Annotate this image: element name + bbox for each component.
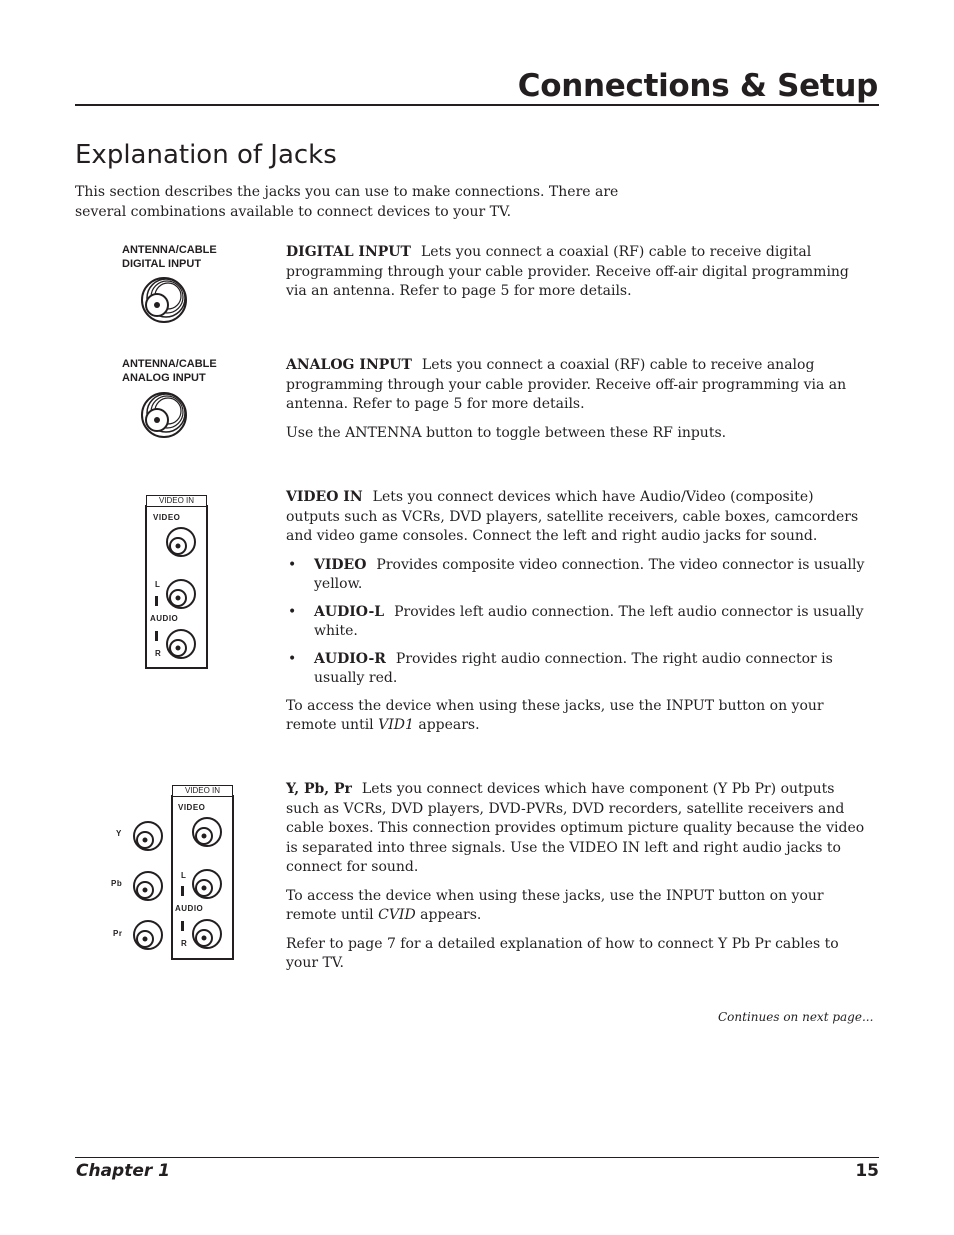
vid1-access-note: To access the device when using these jacks, use the INPUT button on your remote until VID1 appears. xyxy=(286,697,824,733)
video-in-panel xyxy=(145,495,208,669)
panel-l-label: L xyxy=(181,871,187,880)
cvid-access-note: To access the device when using these jacks, use the INPUT button on your remote until CVID appears. xyxy=(286,887,824,923)
component-jacks-icon xyxy=(127,815,167,955)
antenna-note: Use the ANTENNA button to toggle between these RF inputs. xyxy=(286,424,727,441)
coax-jack-icon xyxy=(140,274,192,326)
component-pr-label: Pr xyxy=(113,929,123,938)
footer-rule xyxy=(75,1157,879,1158)
page-number: 15 xyxy=(855,1161,879,1181)
section-intro: This section describes the jacks you can use to make connections. There are several combinations available to connect devices to your TV. xyxy=(75,184,619,220)
component-video-in-panel xyxy=(171,785,234,960)
footer-chapter: Chapter 1 xyxy=(76,1161,171,1181)
panel-r-label: R xyxy=(155,649,162,658)
component-description: Y, Pb, Pr Lets you connect devices which have component (Y Pb Pr) outputs such as VCRs, DVD players, DVD-PVRs, DVD recorders, satellite receivers and cable boxes. This connection provides optimum picture quality because the video is separated into three signals. Use the VIDEO IN left and right audio jacks to connect for sound. To access the device when using these jacks, use the INPUT button on your remote until CVID appears. Refer to page 7 for a detailed explanation of how to connect Y Pb Pr cables to your TV. xyxy=(286,780,870,983)
video-in-description: VIDEO IN Lets you connect devices which have Audio/Video (composite) outputs such as VCRs, DVD players, satellite receivers, cable boxes, camcorders and video game consoles. Connect the left and right audio jacks for sound. • VIDEO Provides composite video connection. The video connector is usually yellow. • AUDIO-L Provides left audio connection. The left audio connector is usually white. • AUDIO-R Provides right audio connection. The right audio connector is usually red. To access the device when using these jacks, use the INPUT button on your remote until VID1 appears. xyxy=(286,488,870,745)
list-item: • VIDEO Provides composite video connection. The video connector is usually yellow. xyxy=(288,556,865,592)
analog-input-description: ANALOG INPUT Lets you connect a coaxial (RF) cable to receive analog programming through your cable provider. Receive off-air programming via an antenna. Refer to page 5 for more details. Use the ANTENNA button to toggle between these RF inputs. xyxy=(286,356,870,452)
list-item: • AUDIO-R Provides right audio connection. The right audio connector is usually red. xyxy=(288,650,833,686)
list-item: • AUDIO-L Provides left audio connection. The left audio connector is usually white. xyxy=(288,603,864,639)
panel-r-label: R xyxy=(181,939,188,948)
chapter-title: Connections & Setup xyxy=(517,68,878,104)
component-term: Y, Pb, Pr xyxy=(286,781,352,797)
coax-jack-icon xyxy=(140,389,192,441)
video-in-term: VIDEO IN xyxy=(286,489,363,505)
component-y-label: Y xyxy=(116,829,122,838)
panel-video-label: VIDEO xyxy=(153,513,181,522)
digital-input-description: DIGITAL INPUT Lets you connect a coaxial (RF) cable to receive digital programming through your cable provider. Receive off-air digital programming via an antenna. Refer to page 5 for more details. xyxy=(286,244,849,299)
component-panel-tab: VIDEO IN xyxy=(172,785,233,797)
continues-note: Continues on next page... xyxy=(718,1010,874,1024)
digital-input-term: DIGITAL INPUT xyxy=(286,244,411,260)
header-rule xyxy=(75,104,879,106)
analog-input-term: ANALOG INPUT xyxy=(286,357,412,373)
component-refer-note: Refer to page 7 for a detailed explanation of how to connect Y Pb Pr cables to your TV. xyxy=(286,935,839,971)
panel-video-label: VIDEO xyxy=(178,803,206,812)
panel-audio-label: AUDIO xyxy=(150,614,179,623)
panel-audio-label: AUDIO xyxy=(175,904,204,913)
video-in-panel-tab: VIDEO IN xyxy=(146,495,207,507)
section-heading: Explanation of Jacks xyxy=(75,140,337,170)
analog-jack-label: ANTENNA/CABLE ANALOG INPUT xyxy=(122,358,217,384)
panel-l-label: L xyxy=(155,580,161,589)
digital-jack-label: ANTENNA/CABLE DIGITAL INPUT xyxy=(122,244,217,270)
component-pb-label: Pb xyxy=(111,879,123,888)
